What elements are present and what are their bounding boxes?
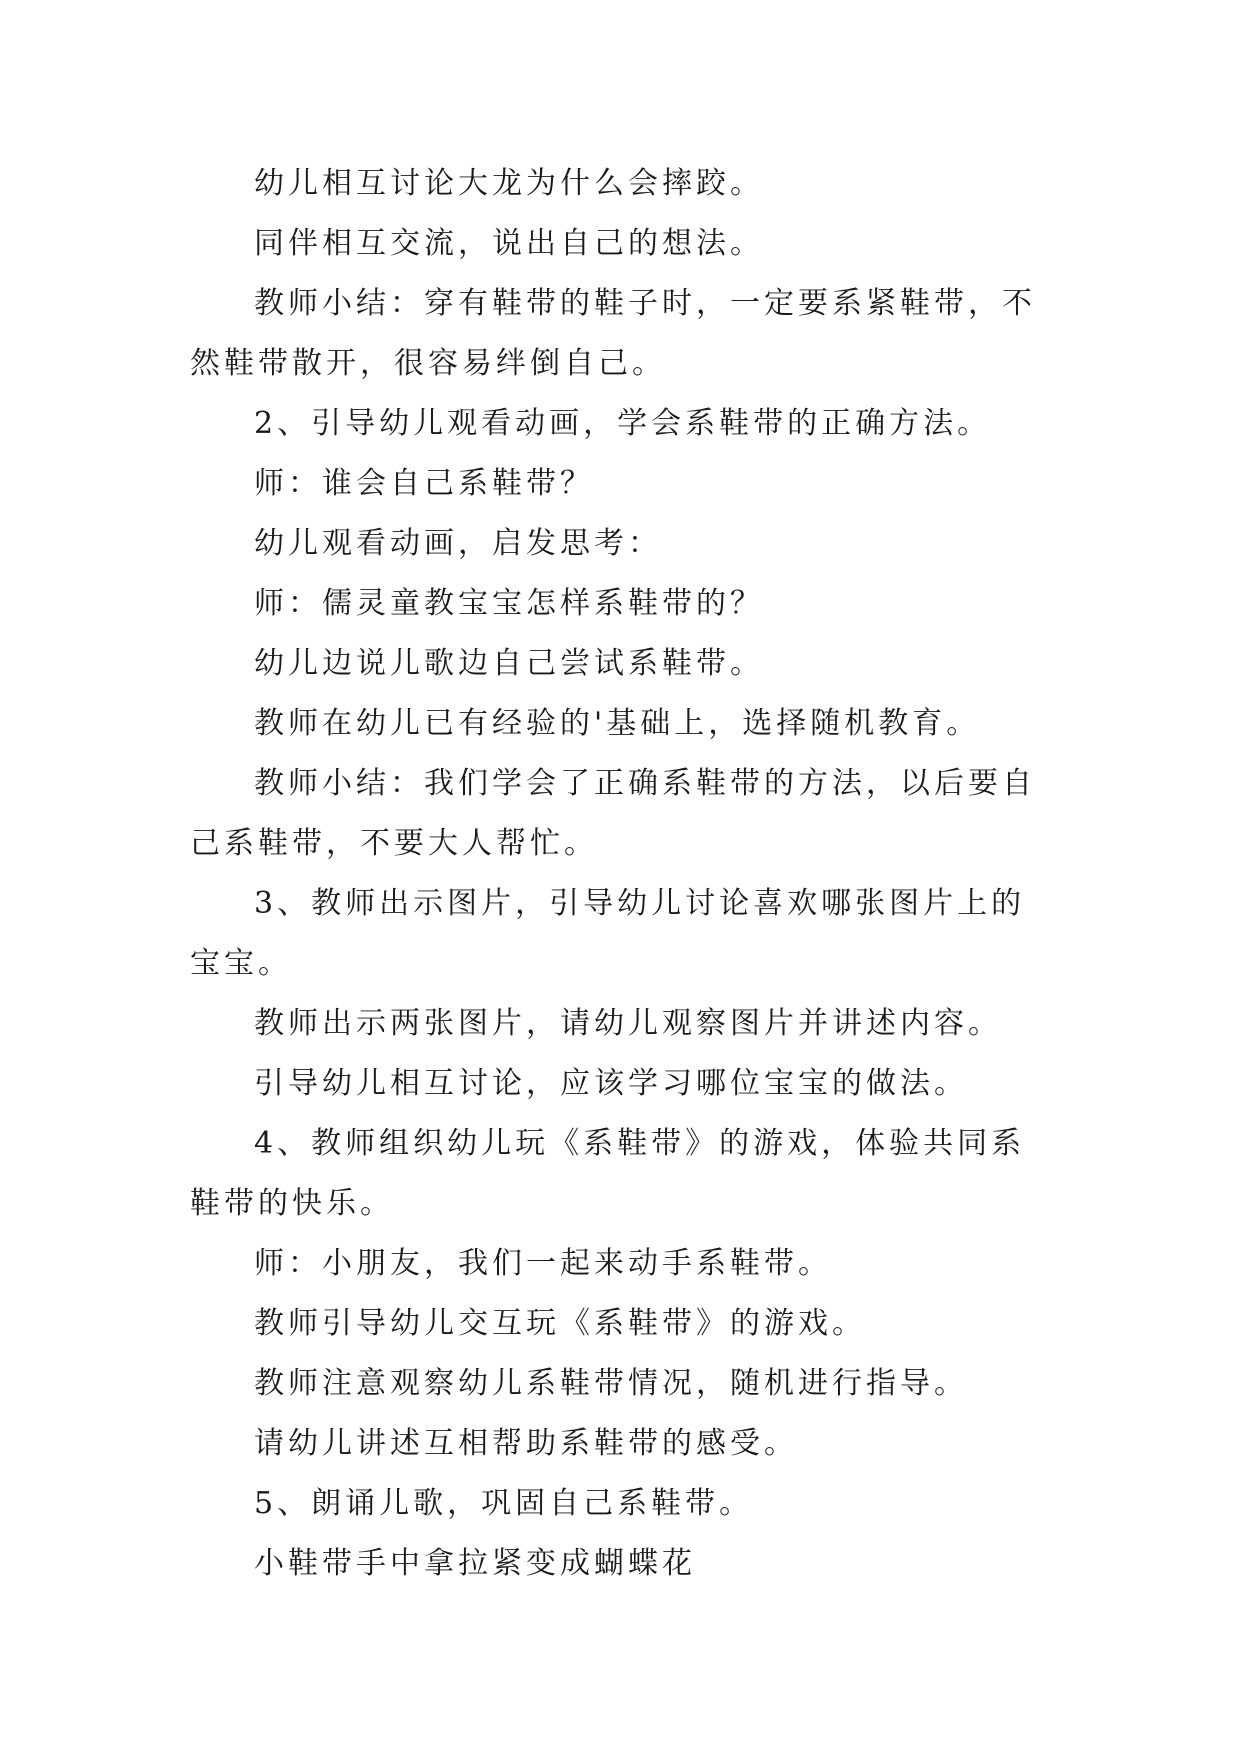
paragraph: 引导幼儿相互讨论，应该学习哪位宝宝的做法。 (254, 1066, 968, 1101)
paragraph: 教师小结：我们学会了正确系鞋带的方法，以后要自己系鞋带，不要大人帮忙。 (190, 766, 1036, 861)
paragraph: 师：小朋友，我们一起来动手系鞋带。 (254, 1246, 832, 1281)
paragraph: 5、朗诵儿歌，巩固自己系鞋带。 (254, 1486, 754, 1521)
paragraph: 2、引导幼儿观看动画，学会系鞋带的正确方法。 (254, 406, 992, 441)
paragraph: 同伴相互交流，说出自己的想法。 (254, 226, 764, 261)
paragraph: 师：谁会自己系鞋带？ (254, 466, 594, 501)
paragraph: 3、教师出示图片，引导幼儿讨论喜欢哪张图片上的宝宝。 (190, 886, 1026, 981)
paragraph: 请幼儿讲述互相帮助系鞋带的感受。 (254, 1426, 798, 1461)
paragraph: 4、教师组织幼儿玩《系鞋带》的游戏，体验共同系鞋带的快乐。 (190, 1126, 1026, 1221)
paragraph: 师：儒灵童教宝宝怎样系鞋带的？ (254, 586, 764, 621)
paragraph: 小鞋带手中拿拉紧变成蝴蝶花 (254, 1546, 696, 1581)
paragraph: 教师出示两张图片，请幼儿观察图片并讲述内容。 (254, 1006, 1002, 1041)
paragraph: 幼儿相互讨论大龙为什么会摔跤。 (254, 166, 764, 201)
paragraph: 幼儿观看动画，启发思考： (254, 526, 662, 561)
paragraph: 教师引导幼儿交互玩《系鞋带》的游戏。 (254, 1306, 866, 1341)
paragraph: 教师在幼儿已有经验的'基础上，选择随机教育。 (254, 706, 981, 741)
paragraph: 幼儿边说儿歌边自己尝试系鞋带。 (254, 646, 764, 681)
document-body (190, 154, 1050, 1594)
paragraph: 教师注意观察幼儿系鞋带情况，随机进行指导。 (254, 1366, 968, 1401)
paragraph: 教师小结：穿有鞋带的鞋子时，一定要系紧鞋带，不然鞋带散开，很容易绊倒自己。 (190, 286, 1036, 381)
